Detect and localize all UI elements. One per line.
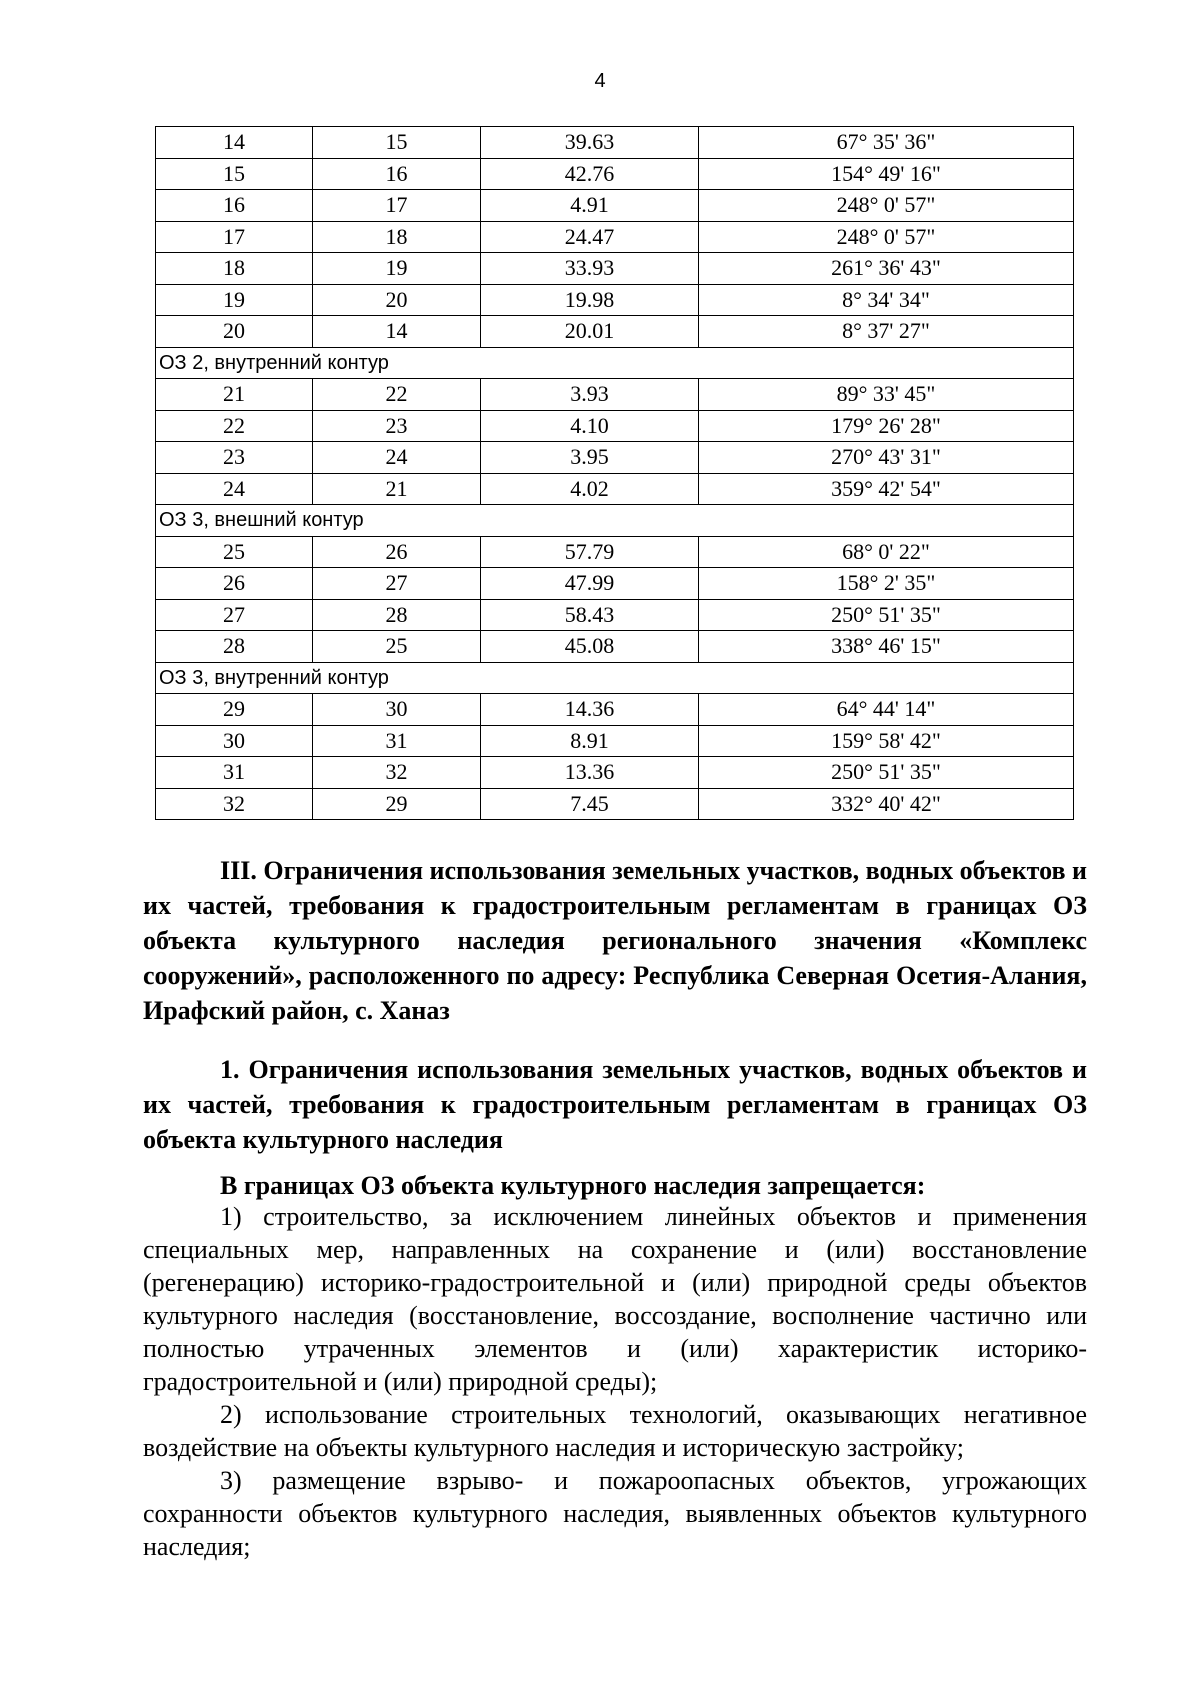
table-cell: 25 (156, 536, 313, 568)
table-cell: 261° 36' 43" (699, 253, 1074, 285)
table-cell: 68° 0' 22" (699, 536, 1074, 568)
table-cell: 17 (313, 190, 481, 222)
table-cell: 338° 46' 15" (699, 631, 1074, 663)
table-row (156, 694, 1074, 726)
table-cell: 58.43 (481, 599, 699, 631)
table-cell: 67° 35' 36" (699, 127, 1074, 159)
page-number: 4 (594, 70, 606, 92)
table-section-row (156, 662, 1074, 694)
table-cell: 3.95 (481, 442, 699, 474)
table-cell: 159° 58' 42" (699, 725, 1074, 757)
table-row (156, 221, 1074, 253)
coordinates-table-body (156, 127, 1074, 820)
table-row (156, 473, 1074, 505)
table-cell: 8° 34' 34" (699, 284, 1074, 316)
table-cell: 42.76 (481, 158, 699, 190)
table-cell: 8° 37' 27" (699, 316, 1074, 348)
table-row (156, 127, 1074, 159)
table-cell: 3.93 (481, 379, 699, 411)
table-cell: 18 (156, 253, 313, 285)
table-cell: 28 (156, 631, 313, 663)
table-cell: 19 (313, 253, 481, 285)
table-row (156, 442, 1074, 474)
table-cell: 30 (313, 694, 481, 726)
table-cell: 248° 0' 57" (699, 190, 1074, 222)
section-label: ОЗ 3, внутренний контур (156, 662, 1074, 694)
table-cell: 16 (313, 158, 481, 190)
table-row (156, 568, 1074, 600)
section-label: ОЗ 2, внутренний контур (156, 347, 1074, 379)
table-cell: 24.47 (481, 221, 699, 253)
table-section-row (156, 505, 1074, 537)
table-cell: 22 (313, 379, 481, 411)
table-cell: 28 (313, 599, 481, 631)
table-row (156, 788, 1074, 820)
table-cell: 32 (313, 757, 481, 789)
table-cell: 23 (156, 442, 313, 474)
table-cell: 31 (313, 725, 481, 757)
table-row (156, 379, 1074, 411)
table-cell: 16 (156, 190, 313, 222)
table-cell: 8.91 (481, 725, 699, 757)
table-cell: 158° 2' 35" (699, 568, 1074, 600)
table-cell: 18 (313, 221, 481, 253)
table-cell: 29 (313, 788, 481, 820)
table-cell: 27 (313, 568, 481, 600)
table-cell: 14 (156, 127, 313, 159)
table-row (156, 631, 1074, 663)
table-cell: 4.91 (481, 190, 699, 222)
table-cell: 22 (156, 410, 313, 442)
table-cell: 179° 26' 28" (699, 410, 1074, 442)
table-cell: 45.08 (481, 631, 699, 663)
table-cell: 7.45 (481, 788, 699, 820)
table-cell: 4.02 (481, 473, 699, 505)
table-cell: 20.01 (481, 316, 699, 348)
table-cell: 15 (313, 127, 481, 159)
table-cell: 23 (313, 410, 481, 442)
table-cell: 64° 44' 14" (699, 694, 1074, 726)
table-cell: 31 (156, 757, 313, 789)
paragraph: 3) размещение взрыво- и пожароопасных объектов, угрожающих сохранности объектов культурного наследия, выявленных объектов культурного наследия; (143, 1466, 1087, 1561)
table-cell: 154° 49' 16" (699, 158, 1074, 190)
table-cell: 20 (313, 284, 481, 316)
table-cell: 14 (313, 316, 481, 348)
table-cell: 250° 51' 35" (699, 599, 1074, 631)
section-heading: III. Ограничения использования земельных участков, водных объектов и их частей, требования к градостроительным регламентам в границах ОЗ объекта культурного наследия регионального значения «Комплекс сооружений», расположенного по адресу: Республика Северная Осетия-Алания, Ирафский район, с. Ханаз (143, 856, 1087, 1025)
table-row (156, 599, 1074, 631)
table-cell: 24 (313, 442, 481, 474)
table-cell: 30 (156, 725, 313, 757)
table-cell: 57.79 (481, 536, 699, 568)
table-cell: 19 (156, 284, 313, 316)
table-cell: 25 (313, 631, 481, 663)
table-cell: 248° 0' 57" (699, 221, 1074, 253)
table-cell: 89° 33' 45" (699, 379, 1074, 411)
table-cell: 359° 42' 54" (699, 473, 1074, 505)
table-row (156, 536, 1074, 568)
coordinates-table (155, 126, 1074, 820)
section-label: ОЗ 3, внешний контур (156, 505, 1074, 537)
table-cell: 29 (156, 694, 313, 726)
table-row (156, 410, 1074, 442)
table-cell: 33.93 (481, 253, 699, 285)
table-cell: 13.36 (481, 757, 699, 789)
table-row (156, 190, 1074, 222)
table-row (156, 725, 1074, 757)
table-cell: 270° 43' 31" (699, 442, 1074, 474)
table-cell: 47.99 (481, 568, 699, 600)
table-cell: 26 (156, 568, 313, 600)
table-cell: 32 (156, 788, 313, 820)
table-section-row (156, 347, 1074, 379)
table-cell: 21 (156, 379, 313, 411)
table-cell: 250° 51' 35" (699, 757, 1074, 789)
subsection-heading: 1. Ограничения использования земельных участков, водных объектов и их частей, требования к градостроительным регламентам в границах ОЗ объекта культурного наследия (143, 1055, 1087, 1154)
table-cell: 39.63 (481, 127, 699, 159)
table-cell: 14.36 (481, 694, 699, 726)
table-cell: 24 (156, 473, 313, 505)
table-row (156, 757, 1074, 789)
table-cell: 15 (156, 158, 313, 190)
paragraph: 1) строительство, за исключением линейных объектов и применения специальных мер, направленных на сохранение и (или) восстановление (регенерацию) историко-градостроительной и (или) природной среды объектов культурного наследия (восстановление, воссоздание, восполнение частично или полностью утраченных элементов и (или) характеристик историко-градостроительной и (или) природной среды); (143, 1202, 1087, 1396)
table-cell: 21 (313, 473, 481, 505)
table-cell: 26 (313, 536, 481, 568)
table-cell: 20 (156, 316, 313, 348)
lead-text: В границах ОЗ объекта культурного наследия запрещается: (220, 1171, 926, 1200)
table-row (156, 316, 1074, 348)
table-cell: 27 (156, 599, 313, 631)
table-cell: 17 (156, 221, 313, 253)
table-row (156, 284, 1074, 316)
paragraph: 2) использование строительных технологий, оказывающих негативное воздействие на объекты культурного наследия и историческую застройку; (143, 1400, 1087, 1462)
table-row (156, 253, 1074, 285)
table-cell: 4.10 (481, 410, 699, 442)
table-cell: 19.98 (481, 284, 699, 316)
table-cell: 332° 40' 42" (699, 788, 1074, 820)
table-row (156, 158, 1074, 190)
